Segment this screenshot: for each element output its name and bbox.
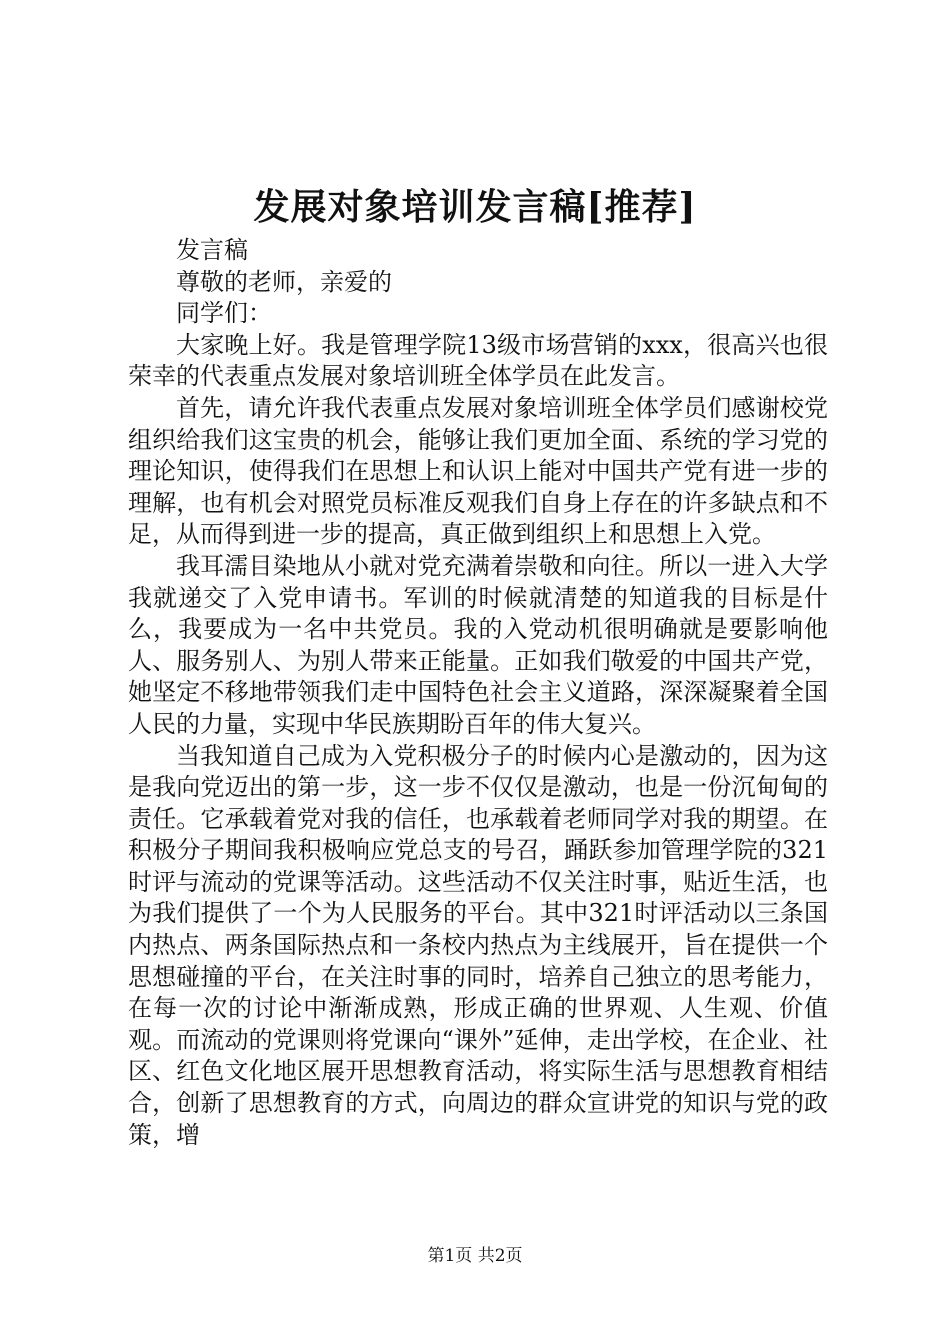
paragraph-motivation: 我耳濡目染地从小就对党充满着崇敬和向往。所以一进入大学我就递交了入党申请书。军训的时候就清楚的知道我的目标是什么，我要成为一名中共党员。我的入党动机很明确就是要影响他人、服务别人、为别人带来正能量。正如我们敬爱的中国共产党，她坚定不移地带领我们走中国特色社会主义道路，深深凝聚着全国人民的力量，实现中华民族期盼百年的伟大复兴。 [128,551,828,738]
paragraph-salutation-1: 尊敬的老师，亲爱的 [176,267,392,296]
paragraph-heading: 发言稿 [176,236,248,264]
document-body [128,235,828,1151]
page-number: 第1页 共2页 [427,1246,523,1266]
paragraph-salutation-2: 同学们： [176,299,272,328]
paragraph-thanks: 首先，请允许我代表重点发展对象培训班全体学员们感谢校党组织给我们这宝贵的机会，能够让我们更加全面、系统的学习党的理论知识，使得我们在思想上和认识上能对中国共产党有进一步的理解，也有机会对照党员标准反观我们自身上存在的许多缺点和不足，从而得到进一步的提高，真正做到组织上和思想上入党。 [128,393,828,549]
document-title: 发展对象培训发言稿[推荐] [253,186,697,228]
paragraph-greeting: 大家晚上好。我是管理学院13级市场营销的xxx，很高兴也很荣幸的代表重点发展对象培训班全体学员在此发言。 [128,330,828,391]
paragraph-activities: 当我知道自己成为入党积极分子的时候内心是激动的，因为这是我向党迈出的第一步，这一步不仅仅是激动，也是一份沉甸甸的责任。它承载着党对我的信任，也承载着老师同学对我的期望。在积极分子期间我积极响应党总支的号召，踊跃参加管理学院的321时评与流动的党课等活动。这些活动不仅关注时事，贴近生活，也为我们提供了一个为人民服务的平台。其中321时评活动以三条国内热点、两条国际热点和一条校内热点为主线展开，旨在提供一个思想碰撞的平台，在关注时事的同时，培养自己独立的思考能力，在每一次的讨论中渐渐成熟，形成正确的世界观、人生观、价值观。而流动的党课则将党课向“课外”延伸，走出学校，在企业、社区、红色文化地区展开思想教育活动，将实际生活与思想教育相结合，创新了思想教育的方式，向周边的群众宣讲党的知识与党的政策，增 [128,741,828,1149]
